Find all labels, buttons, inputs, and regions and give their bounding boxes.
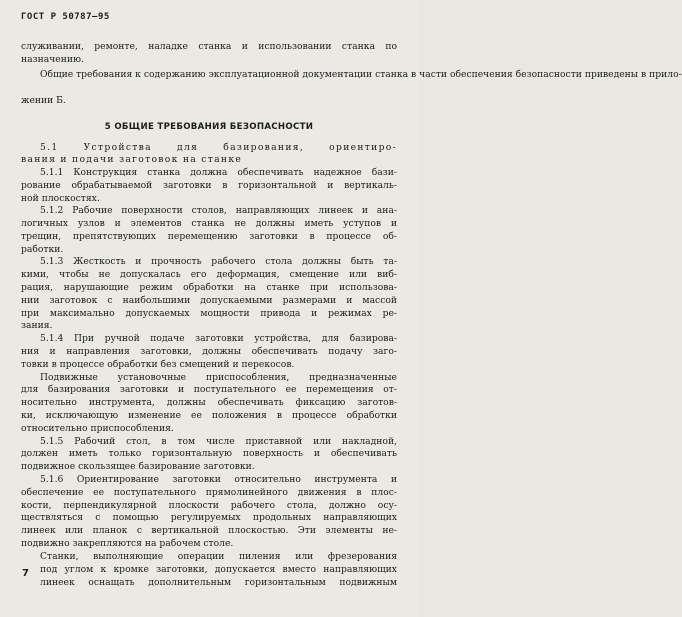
text-line: кими, чтобы не допускалась его деформация, смещение или виб- — [21, 269, 397, 280]
text-line: ществляться с помощью регулируемых продольных направляющих — [21, 512, 397, 523]
text-line: относительно приспособления. — [21, 423, 174, 434]
text-line: ки, исключающую изменение ее положения в процессе обработки — [21, 410, 397, 421]
text-line: должен иметь только горизонтальную поверхность и обеспечивать — [21, 448, 397, 459]
text-line: 5.1.2 Рабочие поверхности столов, направляющих линеек и ана- — [40, 205, 397, 216]
text-line: подвижно закрепляются на рабочем столе. — [21, 538, 234, 549]
page-number: 7 — [22, 568, 29, 579]
text-line: нии заготовок с наибольшими допускаемыми размерами и массой — [21, 295, 397, 306]
text-line: 5.1.6 Ориентирование заготовки относительно инструмента и — [40, 474, 397, 485]
text-line: трещин, препятствующих перемещению заготовки в процессе об- — [21, 231, 397, 242]
text-line: Станки, выполняющие операции пиления или фрезерования — [40, 551, 397, 562]
text-line: назначению. — [21, 54, 84, 65]
subsection-title: 5.1 Устройства для базирования, ориентиро- — [40, 142, 397, 153]
text-line: ной плоскостях. — [21, 193, 100, 204]
text-line: кости, перпендикулярной плоскости рабочего стола, должно осу- — [21, 500, 397, 511]
text-line: зания. — [21, 320, 53, 331]
text-line: Общие требования к содержанию эксплуатационной документации станка в части обеспечения безопасности приведены в прило- — [40, 69, 682, 80]
text-line: при максимально допускаемых мощности привода и режимах ре- — [21, 308, 397, 319]
text-line: работки. — [21, 244, 64, 255]
text-line: 5.1.3 Жесткость и прочность рабочего стола должны быть та- — [40, 256, 397, 267]
section-title: 5 ОБЩИЕ ТРЕБОВАНИЯ БЕЗОПАСНОСТИ — [104, 122, 314, 132]
text-line: для базирования заготовки и поступательного ее перемещения от- — [21, 384, 397, 395]
text-line: 5.1.5 Рабочий стол, в том числе приставной или накладной, — [40, 436, 397, 447]
text-line: ния и направления заготовки, должны обеспечивать подачу заго- — [21, 346, 397, 357]
text-line: товки в процессе обработки без смещений и перекосов. — [21, 359, 295, 370]
text-line: носительно инструмента, должны обеспечивать фиксацию заготов- — [21, 397, 397, 408]
text-line: Подвижные установочные приспособления, предназначенные — [40, 372, 397, 383]
text-line: жении Б. — [21, 95, 66, 106]
text-line: линеек оснащать дополнительным горизонтальным подвижным — [40, 577, 397, 588]
text-line: обеспечение ее поступательного прямолинейного движения в плос- — [21, 487, 397, 498]
text-line: подвижное скользящее базирование заготовки. — [21, 461, 255, 472]
subsection-title: вания и подачи заготовок на станке — [21, 154, 243, 165]
text-line: 5.1.4 При ручной подаче заготовки устройства, для базирова- — [40, 333, 397, 344]
text-line: служивании, ремонте, наладке станка и использовании станка по — [21, 41, 397, 52]
text-line: рация, нарушающие режим обработки на станке при использова- — [21, 282, 397, 293]
text-line: под углом к кромке заготовки, допускается вместо направляющих — [40, 564, 397, 575]
text-line: 5.1.1 Конструкция станка должна обеспечивать надежное бази- — [40, 167, 397, 178]
text-line: рование обрабатываемой заготовки в горизонтальной и вертикаль- — [21, 180, 397, 191]
text-line: логичных узлов и элементов станка не должны иметь уступов и — [21, 218, 397, 229]
text-line: линеек или планок с вертикальной плоскостью. Эти элементы не- — [21, 525, 397, 536]
standard-code-header: ГОСТ Р 50787—95 — [21, 12, 110, 22]
